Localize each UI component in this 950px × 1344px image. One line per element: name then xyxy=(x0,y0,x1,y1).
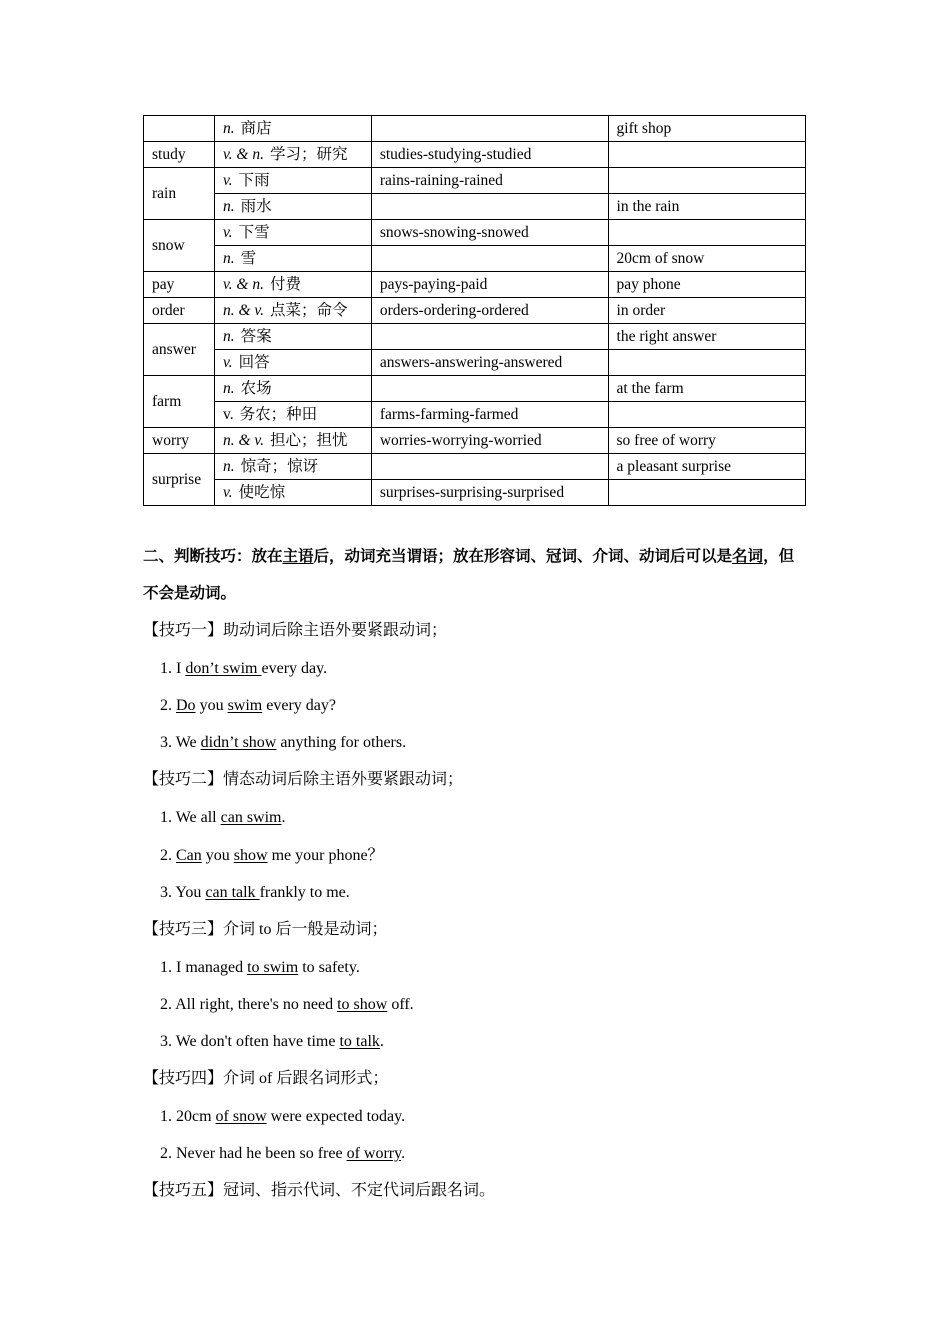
text-segment: 1. 20cm xyxy=(160,1108,216,1125)
phrase-cell: pay phone xyxy=(608,272,805,298)
meaning-cell xyxy=(214,116,371,142)
tip-heading xyxy=(143,769,463,791)
text-segment: off. xyxy=(387,996,414,1013)
table-row xyxy=(144,480,806,506)
meaning-text: 农场 xyxy=(240,380,272,397)
vocabulary-table-body xyxy=(144,116,806,506)
text-segment: to safety. xyxy=(298,959,360,976)
underlined-phrase: Can xyxy=(176,847,202,864)
part-of-speech: n. xyxy=(222,328,235,345)
example-sentence xyxy=(160,994,414,1016)
underlined-phrase: to swim xyxy=(247,959,299,976)
text-segment: 1. We all xyxy=(160,809,221,826)
part-of-speech: v. xyxy=(222,484,233,501)
phrase-cell xyxy=(608,402,805,428)
underlined-phrase: to talk xyxy=(339,1033,380,1050)
phrase-cell: a pleasant surprise xyxy=(608,454,805,480)
section-heading xyxy=(143,538,807,612)
word-cell: answer xyxy=(144,324,215,376)
example-sentence xyxy=(160,807,286,829)
underlined-phrase: Do xyxy=(176,697,196,714)
meaning-text: 惊奇；惊讶 xyxy=(240,458,319,475)
forms-cell xyxy=(371,376,608,402)
text-segment: . xyxy=(281,809,286,826)
meaning-text: 雪 xyxy=(240,250,257,267)
example-sentence xyxy=(160,658,327,680)
example-sentence xyxy=(160,1031,384,1053)
tip-heading xyxy=(143,1068,388,1090)
phrase-cell: at the farm xyxy=(608,376,805,402)
word-cell: surprise xyxy=(144,454,215,506)
forms-cell: answers-answering-answered xyxy=(371,350,608,376)
meaning-text: 务农；种田 xyxy=(239,406,318,423)
word-cell: snow xyxy=(144,220,215,272)
tip-heading xyxy=(143,919,387,941)
word-cell: worry xyxy=(144,428,215,454)
example-sentence xyxy=(160,957,360,979)
table-row xyxy=(144,376,806,402)
text-segment: 3. We don't often have time xyxy=(160,1033,340,1050)
meaning-text: 担心；担忧 xyxy=(270,432,348,449)
heading-text: 二、判断技巧：放在 xyxy=(143,547,283,565)
meaning-text: 使吃惊 xyxy=(238,484,286,501)
table-row xyxy=(144,428,806,454)
example-sentence xyxy=(160,882,350,904)
forms-cell: pays-paying-paid xyxy=(371,272,608,298)
forms-cell xyxy=(371,454,608,480)
word-cell: farm xyxy=(144,376,215,428)
part-of-speech: n. xyxy=(222,198,235,215)
word-cell: pay xyxy=(144,272,215,298)
meaning-text: 回答 xyxy=(238,354,270,371)
meaning-text: 雨水 xyxy=(240,198,272,215)
heading-text: ，但不会是动词。 xyxy=(143,547,795,602)
forms-cell xyxy=(371,324,608,350)
meaning-cell xyxy=(214,168,371,194)
underlined-phrase: swim xyxy=(227,697,263,714)
word-cell: study xyxy=(144,142,215,168)
meaning-cell xyxy=(214,480,371,506)
phrase-cell xyxy=(608,168,805,194)
text-segment: 1. I xyxy=(160,660,186,677)
meaning-text: 学习；研究 xyxy=(270,146,348,163)
text-segment: 【技巧二】情态动词后除主语外要紧跟动词； xyxy=(143,771,464,788)
forms-cell: snows-snowing-snowed xyxy=(371,220,608,246)
tip-heading xyxy=(143,1180,495,1202)
meaning-cell xyxy=(214,350,371,376)
meaning-cell xyxy=(214,324,371,350)
meaning-cell xyxy=(214,194,371,220)
text-segment: you xyxy=(201,847,234,864)
table-row xyxy=(144,298,806,324)
text-segment: 2. xyxy=(160,697,176,714)
text-segment: . xyxy=(401,1145,406,1162)
part-of-speech: v. & n. xyxy=(222,276,264,293)
heading-underlined-term: 名词 xyxy=(732,547,764,565)
text-segment: 3. We xyxy=(160,734,201,751)
text-segment: every day. xyxy=(261,660,328,677)
meaning-text: 下雪 xyxy=(238,224,270,241)
table-row xyxy=(144,246,806,272)
heading-underlined-term: 主语 xyxy=(282,547,314,565)
part-of-speech: v. & n. xyxy=(222,146,264,163)
forms-cell: studies-studying-studied xyxy=(371,142,608,168)
table-row xyxy=(144,116,806,142)
part-of-speech: n. xyxy=(222,458,235,475)
table-row xyxy=(144,142,806,168)
text-segment: . xyxy=(379,1033,384,1050)
text-segment: 3. You xyxy=(160,884,206,901)
text-segment: 【技巧四】介词 of 后跟名词形式； xyxy=(143,1070,389,1087)
underlined-phrase: show xyxy=(233,847,268,864)
example-sentence xyxy=(160,695,336,717)
meaning-cell xyxy=(214,246,371,272)
text-segment: you xyxy=(195,697,228,714)
meaning-cell xyxy=(214,220,371,246)
forms-cell xyxy=(371,116,608,142)
table-row xyxy=(144,194,806,220)
forms-cell xyxy=(371,246,608,272)
underlined-phrase: to show xyxy=(337,996,388,1013)
phrase-cell: so free of worry xyxy=(608,428,805,454)
phrase-cell xyxy=(608,142,805,168)
word-cell: order xyxy=(144,298,215,324)
underlined-phrase: can swim xyxy=(220,809,282,826)
forms-cell: worries-worrying-worried xyxy=(371,428,608,454)
part-of-speech: v. xyxy=(222,406,234,423)
forms-cell: orders-ordering-ordered xyxy=(371,298,608,324)
meaning-cell xyxy=(214,454,371,480)
forms-cell xyxy=(371,194,608,220)
underlined-phrase: can talk xyxy=(205,884,260,901)
part-of-speech: n. & v. xyxy=(222,302,264,319)
meaning-cell xyxy=(214,402,371,428)
phrase-cell: in order xyxy=(608,298,805,324)
text-segment: 2. xyxy=(160,847,176,864)
example-sentence xyxy=(160,1143,405,1165)
text-segment: 【技巧三】介词 to 后一般是动词； xyxy=(143,921,388,938)
meaning-text: 商店 xyxy=(240,120,272,137)
forms-cell: rains-raining-rained xyxy=(371,168,608,194)
meaning-text: 答案 xyxy=(240,328,272,345)
meaning-text: 付费 xyxy=(270,276,302,293)
text-segment: 1. I managed xyxy=(160,959,248,976)
phrase-cell: in the rain xyxy=(608,194,805,220)
underlined-phrase: of snow xyxy=(215,1108,267,1125)
meaning-cell xyxy=(214,376,371,402)
meaning-cell xyxy=(214,142,371,168)
part-of-speech: n. xyxy=(222,380,235,397)
text-segment: 2. All right, there's no need xyxy=(160,996,338,1013)
table-row xyxy=(144,168,806,194)
text-segment: 2. Never had he been so free xyxy=(160,1145,347,1162)
part-of-speech: n. xyxy=(222,120,235,137)
text-segment: anything for others. xyxy=(276,734,407,751)
text-segment: 【技巧一】助动词后除主语外要紧跟动词； xyxy=(143,622,448,639)
text-segment: me your phone？ xyxy=(267,847,384,864)
word-cell: rain xyxy=(144,168,215,220)
phrase-cell xyxy=(608,350,805,376)
word-cell xyxy=(144,116,215,142)
part-of-speech: v. xyxy=(222,354,233,371)
phrase-cell: gift shop xyxy=(608,116,805,142)
part-of-speech: v. xyxy=(222,224,233,241)
meaning-text: 下雨 xyxy=(238,172,270,189)
underlined-phrase: of worry xyxy=(346,1145,402,1162)
table-row xyxy=(144,220,806,246)
text-segment: every day? xyxy=(262,697,336,714)
underlined-phrase: don’t swim xyxy=(185,660,262,677)
meaning-cell xyxy=(214,298,371,324)
example-sentence xyxy=(160,1106,405,1128)
meaning-text: 点菜；命令 xyxy=(270,302,348,319)
tip-heading xyxy=(143,620,447,642)
table-row xyxy=(144,454,806,480)
forms-cell: farms-farming-farmed xyxy=(371,402,608,428)
phrase-cell: 20cm of snow xyxy=(608,246,805,272)
forms-cell: surprises-surprising-surprised xyxy=(371,480,608,506)
text-segment: were expected today. xyxy=(266,1108,406,1125)
underlined-phrase: didn’t show xyxy=(200,734,277,751)
phrase-cell xyxy=(608,220,805,246)
text-segment: frankly to me. xyxy=(259,884,350,901)
table-row xyxy=(144,272,806,298)
part-of-speech: v. xyxy=(222,172,233,189)
heading-text: 后，动词充当谓语；放在形容词、冠词、介词、动词后可以是 xyxy=(313,547,733,565)
example-sentence xyxy=(160,845,384,867)
vocabulary-table xyxy=(143,115,806,506)
text-segment: 【技巧五】冠词、指示代词、不定代词后跟名词。 xyxy=(143,1182,496,1199)
part-of-speech: n. xyxy=(222,250,235,267)
phrase-cell: the right answer xyxy=(608,324,805,350)
part-of-speech: n. & v. xyxy=(222,432,264,449)
meaning-cell xyxy=(214,428,371,454)
table-row xyxy=(144,402,806,428)
meaning-cell xyxy=(214,272,371,298)
example-sentence xyxy=(160,732,406,754)
table-row xyxy=(144,324,806,350)
table-row xyxy=(144,350,806,376)
phrase-cell xyxy=(608,480,805,506)
